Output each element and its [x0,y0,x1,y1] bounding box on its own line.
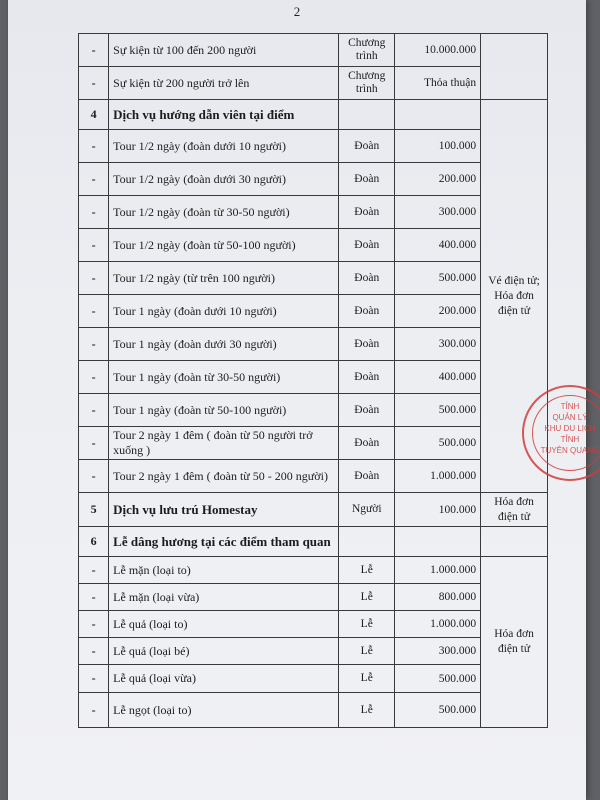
price-cell [395,527,481,557]
price-cell: 500.000 [395,693,481,728]
row-index: - [79,584,109,611]
document-page [8,0,586,800]
note-cell: Vé điện tử; Hóa đơn điện tử [481,100,548,493]
service-name: Sự kiện từ 200 người trở lên [109,67,339,100]
table-row [79,34,548,67]
unit-cell: Đoàn [339,295,395,328]
service-name: Tour 1/2 ngày (đoàn từ 30-50 người) [109,196,339,229]
row-index: - [79,638,109,665]
row-index: - [79,328,109,361]
unit-cell: Lễ [339,638,395,665]
service-name: Lễ quả (loại bé) [109,638,339,665]
price-cell: 300.000 [395,638,481,665]
row-index: - [79,460,109,493]
unit-cell [339,527,395,557]
price-cell: 10.000.000 [395,34,481,67]
table-row [79,638,548,665]
service-name: Sự kiện từ 100 đến 200 người [109,34,339,67]
table-row [79,584,548,611]
service-name: Tour 1/2 ngày (đoàn từ 50-100 người) [109,229,339,262]
table-row [79,611,548,638]
service-name: Tour 1/2 ngày (đoàn dưới 10 người) [109,130,339,163]
price-cell: 500.000 [395,665,481,693]
row-index: - [79,427,109,460]
price-cell: 100.000 [395,130,481,163]
service-name: Lễ ngọt (loại to) [109,693,339,728]
service-name: Tour 1 ngày (đoàn từ 30-50 người) [109,361,339,394]
price-cell: 500.000 [395,427,481,460]
service-name: Lễ mặn (loại to) [109,557,339,584]
service-name: Tour 1 ngày (đoàn từ 50-100 người) [109,394,339,427]
unit-cell: Lễ [339,557,395,584]
row-index: - [79,394,109,427]
price-cell: 1.000.000 [395,557,481,584]
unit-cell: Đoàn [339,460,395,493]
price-table [78,33,548,728]
table-row [79,328,548,361]
unit-cell: Lễ [339,693,395,728]
seal-text: TỈNH [560,435,580,444]
service-name: Tour 1 ngày (đoàn dưới 10 người) [109,295,339,328]
unit-cell: Đoàn [339,394,395,427]
row-index: - [79,295,109,328]
row-index: - [79,229,109,262]
note-cell [481,34,548,100]
row-index: - [79,130,109,163]
page-number: 2 [293,4,301,19]
price-cell: 400.000 [395,361,481,394]
unit-cell: Đoàn [339,427,395,460]
price-cell: 800.000 [395,584,481,611]
price-cell: 500.000 [395,262,481,295]
row-index: 4 [79,100,109,130]
price-cell: 300.000 [395,196,481,229]
row-index: - [79,361,109,394]
table-row [79,229,548,262]
table-row [79,67,548,100]
table-row [79,130,548,163]
row-index: - [79,557,109,584]
unit-cell: Đoàn [339,196,395,229]
table-section-row [79,493,548,527]
price-cell: 500.000 [395,394,481,427]
table-row [79,196,548,229]
table-row [79,427,548,460]
unit-cell: Lễ [339,611,395,638]
unit-cell: Đoàn [339,361,395,394]
price-cell [395,100,481,130]
service-name: Lễ dâng hương tại các điểm tham quan [109,527,339,557]
row-index: - [79,163,109,196]
table-row [79,693,548,728]
service-name: Dịch vụ hướng dẫn viên tại điểm [109,100,339,130]
service-name: Tour 2 ngày 1 đêm ( đoàn từ 50 - 200 người) [109,460,339,493]
row-index: - [79,34,109,67]
unit-cell [339,100,395,130]
table-row [79,163,548,196]
service-name: Tour 1/2 ngày (đoàn dưới 30 người) [109,163,339,196]
seal-text: QUẢN LÝ [552,413,588,422]
service-name: Tour 1 ngày (đoàn dưới 30 người) [109,328,339,361]
price-cell: 100.000 [395,493,481,527]
table-row [79,361,548,394]
service-name: Lễ quả (loại to) [109,611,339,638]
seal-text: TỈNH [560,402,580,411]
row-index: - [79,262,109,295]
unit-cell: Lễ [339,584,395,611]
row-index: - [79,693,109,728]
unit-cell: Đoàn [339,163,395,196]
row-index: - [79,665,109,693]
price-cell: 400.000 [395,229,481,262]
note-cell: Hóa đơn điện tử [481,493,548,527]
service-name: Lễ mặn (loại vừa) [109,584,339,611]
service-name: Tour 2 ngày 1 đêm ( đoàn từ 50 người trở xuống ) [109,427,339,460]
unit-cell: Người [339,493,395,527]
row-index: - [79,196,109,229]
table-row [79,295,548,328]
table-row [79,557,548,584]
unit-cell: Chương trình [339,67,395,100]
table-row [79,460,548,493]
price-cell: 200.000 [395,163,481,196]
table-row [79,665,548,693]
price-cell: 300.000 [395,328,481,361]
service-name: Dịch vụ lưu trú Homestay [109,493,339,527]
service-name: Lễ quả (loại vừa) [109,665,339,693]
note-cell [481,527,548,557]
unit-cell: Đoàn [339,328,395,361]
table-section-row [79,527,548,557]
seal-text: KHU DU LỊCH [544,424,596,433]
row-index: - [79,611,109,638]
row-index: 6 [79,527,109,557]
unit-cell: Đoàn [339,130,395,163]
price-cell: Thỏa thuận [395,67,481,100]
price-cell: 1.000.000 [395,460,481,493]
service-name: Tour 1/2 ngày (từ trên 100 người) [109,262,339,295]
table-row [79,262,548,295]
table-row [79,394,548,427]
row-index: - [79,67,109,100]
price-cell: 1.000.000 [395,611,481,638]
seal-text: TUYÊN QUANG [540,446,600,455]
row-index: 5 [79,493,109,527]
unit-cell: Đoàn [339,229,395,262]
unit-cell: Đoàn [339,262,395,295]
note-cell: Hóa đơn điện tử [481,557,548,728]
table-section-row [79,100,548,130]
unit-cell: Chương trình [339,34,395,67]
unit-cell: Lễ [339,665,395,693]
price-cell: 200.000 [395,295,481,328]
